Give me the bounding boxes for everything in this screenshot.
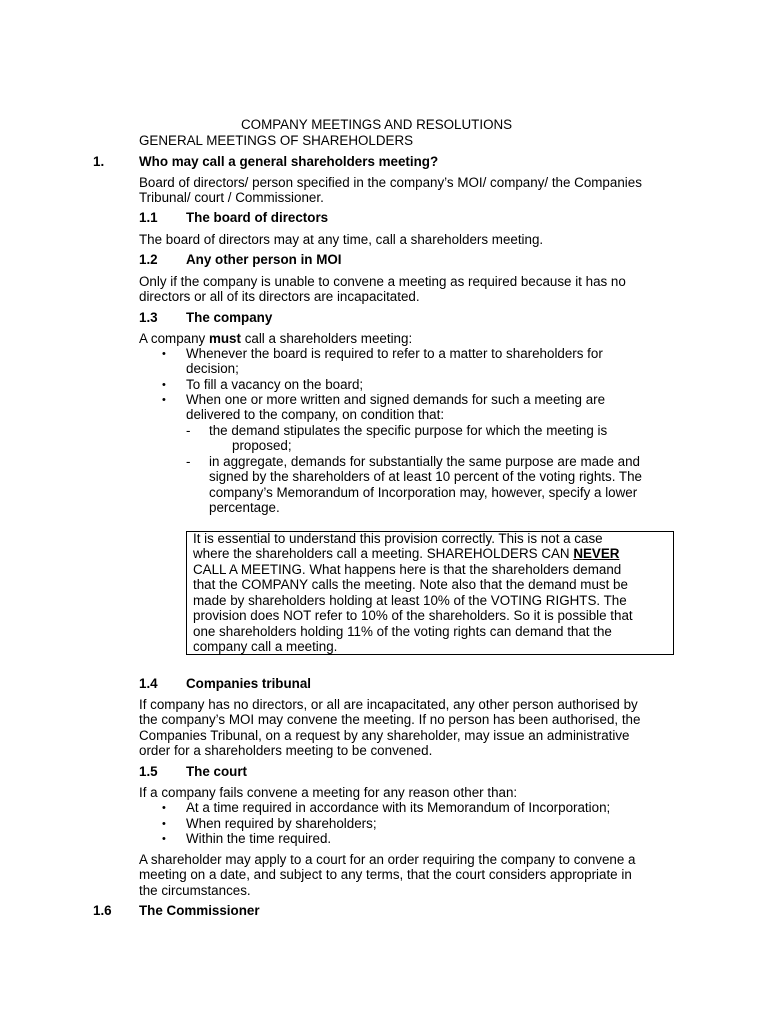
section-1-3-sub-line: percentage. xyxy=(209,500,280,515)
section-1-5-after-line: the circumstances. xyxy=(139,883,251,898)
dash-icon: - xyxy=(186,454,191,469)
section-1-2-text-line: directors or all of its directors are incapacitated. xyxy=(139,289,420,304)
section-1-4-text-line: the company’s MOI may convene the meeting. If no person has been authorised, the xyxy=(139,712,641,727)
section-1-4-text-line: Companies Tribunal, on a request by any shareholder, may issue an administrative xyxy=(139,728,630,743)
bullet-icon: • xyxy=(162,818,166,830)
section-1-heading: Who may call a general shareholders meeting? xyxy=(139,154,439,169)
section-1-3-heading: The company xyxy=(186,310,273,325)
section-1-3-sub-line: proposed; xyxy=(232,438,292,453)
bullet-icon: • xyxy=(162,802,166,814)
section-1-1-number: 1.1 xyxy=(139,210,158,225)
section-1-5-intro: If a company fails convene a meeting for any reason other than: xyxy=(139,785,518,800)
note-line-text: where the shareholders call a meeting. SHAREHOLDERS CAN xyxy=(193,546,574,561)
section-1-3-bullet-line: When one or more written and signed demands for such a meeting are xyxy=(186,392,606,407)
section-1-5-bullet-line: At a time required in accordance with its Memorandum of Incorporation; xyxy=(186,800,611,815)
section-1-4-text-line: order for a shareholders meeting to be convened. xyxy=(139,743,433,758)
note-line: It is essential to understand this provision correctly. This is not a case xyxy=(193,531,603,546)
section-1-3-bullet-line: delivered to the company, on condition that: xyxy=(186,407,445,422)
section-1-3-sub-line: signed by the shareholders of at least 10 percent of the voting rights. The xyxy=(209,469,642,484)
note-emphasis: NEVER xyxy=(573,546,620,561)
document-title: COMPANY MEETINGS AND RESOLUTIONS xyxy=(241,117,513,132)
section-1-1-heading: The board of directors xyxy=(186,210,329,225)
note-line xyxy=(193,546,619,562)
section-1-intro-line: Board of directors/ person specified in the company’s MOI/ company/ the Companies xyxy=(139,175,642,190)
note-line: CALL A MEETING. What happens here is that the shareholders demand xyxy=(193,562,622,577)
section-1-4-number: 1.4 xyxy=(139,676,158,691)
section-1-3-number: 1.3 xyxy=(139,310,158,325)
section-1-3-bullet-line: Whenever the board is required to refer to a matter to shareholders for xyxy=(186,346,603,361)
section-1-2-number: 1.2 xyxy=(139,252,158,267)
note-line: that the COMPANY calls the meeting. Note also that the demand must be xyxy=(193,577,628,592)
section-1-intro-line: Tribunal/ court / Commissioner. xyxy=(139,190,324,205)
section-1-4-heading: Companies tribunal xyxy=(186,676,311,691)
section-1-5-heading: The court xyxy=(186,764,248,779)
section-1-3-sub-line: in aggregate, demands for substantially the same purpose are made and xyxy=(209,454,640,469)
section-1-3-intro-post: call a shareholders meeting: xyxy=(240,331,413,346)
bullet-icon: • xyxy=(162,394,166,406)
section-1-3-intro-emphasis: must xyxy=(208,331,241,346)
section-1-2-heading: Any other person in MOI xyxy=(186,252,342,267)
section-1-number: 1. xyxy=(93,154,105,169)
document-subtitle: GENERAL MEETINGS OF SHAREHOLDERS xyxy=(139,133,414,148)
section-1-3-bullet-line: To fill a vacancy on the board; xyxy=(186,377,364,392)
section-1-3-bullet-line: decision; xyxy=(186,361,239,376)
section-1-3-sub-line: company’s Memorandum of Incorporation may, however, specify a lower xyxy=(209,485,638,500)
section-1-3-intro-pre: A company xyxy=(139,331,209,346)
section-1-5-after-line: A shareholder may apply to a court for an order requiring the company to convene a xyxy=(139,852,636,867)
section-1-3-sub-line: the demand stipulates the specific purpose for which the meeting is xyxy=(209,423,608,438)
bullet-icon: • xyxy=(162,348,166,360)
section-1-5-bullet-line: When required by shareholders; xyxy=(186,816,377,831)
note-line: company call a meeting. xyxy=(193,639,338,654)
section-1-2-text-line: Only if the company is unable to convene a meeting as required because it has no xyxy=(139,274,626,289)
section-1-3-intro xyxy=(139,331,412,347)
note-line: made by shareholders holding at least 10% of the VOTING RIGHTS. The xyxy=(193,593,627,608)
note-line: provision does NOT refer to 10% of the shareholders. So it is possible that xyxy=(193,608,633,623)
section-1-5-number: 1.5 xyxy=(139,764,158,779)
dash-icon: - xyxy=(186,423,191,438)
bullet-icon: • xyxy=(162,833,166,845)
section-1-5-after-line: meeting on a date, and subject to any terms, that the court considers appropriate in xyxy=(139,867,632,882)
section-1-6-heading: The Commissioner xyxy=(139,903,260,918)
section-1-6-number: 1.6 xyxy=(93,903,112,918)
bullet-icon: • xyxy=(162,379,166,391)
section-1-5-bullet-line: Within the time required. xyxy=(186,831,332,846)
section-1-1-text: The board of directors may at any time, call a shareholders meeting. xyxy=(139,232,544,247)
note-line: one shareholders holding 11% of the voting rights can demand that the xyxy=(193,624,612,639)
section-1-4-text-line: If company has no directors, or all are incapacitated, any other person authorised by xyxy=(139,697,638,712)
